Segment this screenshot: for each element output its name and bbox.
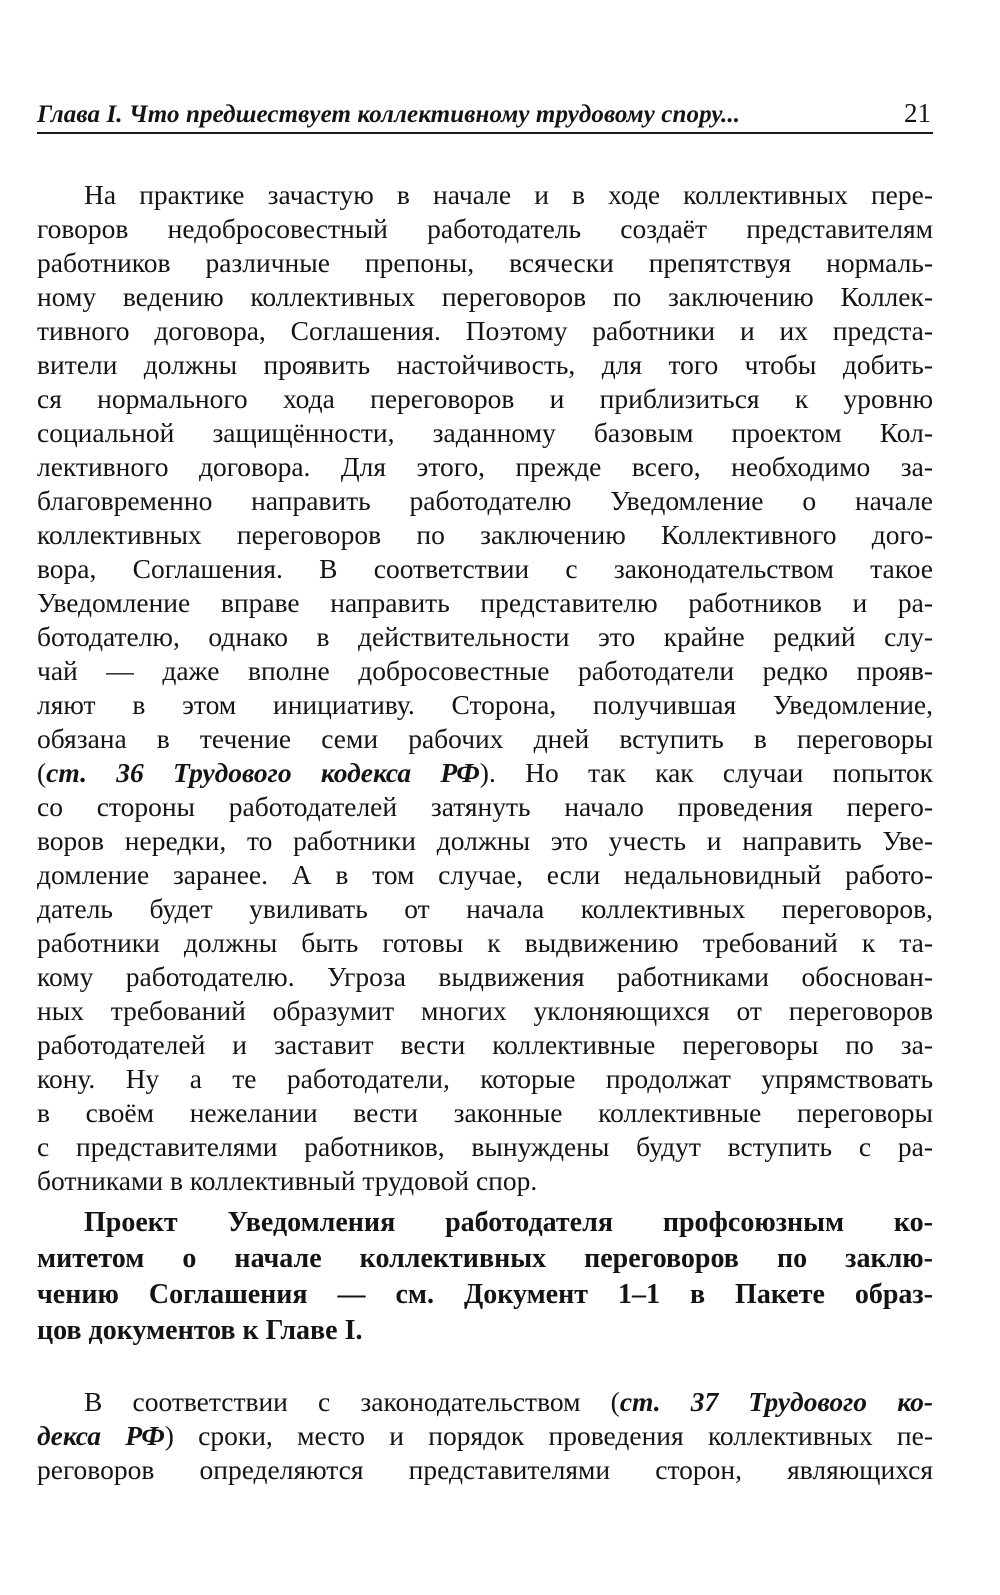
text-segment: ) сроки, место и порядок проведения коллективных пе-	[164, 1420, 933, 1451]
notice-line: Проект Уведомления работодателя профсоюзным ко-	[84, 1207, 933, 1238]
text-line: благовременно направить работодателю Уведомление о начале	[37, 485, 933, 516]
text-line: реговоров определяются представителями сторон, являющихся	[37, 1454, 933, 1485]
text-line: тивного договора, Соглашения. Поэтому работники и их предста-	[37, 315, 933, 346]
text-line: коллективных переговоров по заключению Коллективного дого-	[37, 519, 933, 550]
text-line: ному ведению коллективных переговоров по заключению Коллек-	[37, 281, 933, 312]
text-line: вители должны проявить настойчивость, для того чтобы добить-	[37, 349, 933, 380]
text-line: ся нормального хода переговоров и приблизиться к уровню	[37, 383, 933, 414]
book-page	[37, 92, 933, 1487]
text-line: На практике зачастую в начале и в ходе коллективных пере-	[84, 179, 933, 210]
text-line: социальной защищённости, заданному базовым проектом Кол-	[37, 417, 933, 448]
text-line: домление заранее. А в том случае, если недальновидный работо-	[37, 859, 933, 890]
text-line: датель будет увиливать от начала коллективных переговоров,	[37, 893, 933, 924]
text-line-with-citation	[37, 1385, 933, 1419]
law-citation: ст. 37 Трудового ко-	[619, 1386, 933, 1417]
text-line: вора, Соглашения. В соответствии с законодательством такое	[37, 553, 933, 584]
text-line: обязана в течение семи рабочих дней вступить в переговоры	[37, 723, 933, 754]
text-line: ляют в этом инициативу. Сторона, получившая Уведомление,	[37, 689, 933, 720]
text-line: работодателей и заставит вести коллективные переговоры по за-	[37, 1029, 933, 1060]
text-line: работников различные препоны, всячески препятствуя нормаль-	[37, 247, 933, 278]
text-line: кону. Ну а те работодатели, которые продолжат упрямствовать	[37, 1063, 933, 1094]
law-citation: декса РФ	[37, 1420, 165, 1451]
text-segment: ). Но так как случаи попыток	[479, 757, 933, 788]
text-segment: В соответствии с законодательством (	[84, 1386, 620, 1417]
text-line: кому работодателю. Угроза выдвижения работниками обоснован-	[37, 961, 933, 992]
text-line: чай — даже вполне добросовестные работодатели редко прояв-	[37, 655, 933, 686]
text-line: Уведомление вправе направить представителю работников и ра-	[37, 587, 933, 618]
page-number: 21	[904, 98, 931, 128]
notice-line: митетом о начале коллективных переговоров по заклю-	[37, 1243, 933, 1274]
text-line: ных требований образумит многих уклоняющихся от переговоров	[37, 995, 933, 1026]
text-line: работники должны быть готовы к выдвижению требований к та-	[37, 927, 933, 958]
notice-paragraph	[37, 1205, 933, 1349]
notice-line: цов документов к Главе I.	[37, 1315, 363, 1346]
text-line: лективного договора. Для этого, прежде всего, необходимо за-	[37, 451, 933, 482]
text-line: со стороны работодателей затянуть начало проведения перего-	[37, 791, 933, 822]
notice-line: чению Соглашения — см. Документ 1–1 в Пакете образ-	[37, 1279, 933, 1310]
text-line: в своём нежелании вести законные коллективные переговоры	[37, 1097, 933, 1128]
text-line: ботодателю, однако в действительности это крайне редкий слу-	[37, 621, 933, 652]
running-header	[37, 92, 933, 134]
text-line: говоров недобросовестный работодатель создаёт представителям	[37, 213, 933, 244]
law-citation: ст. 36 Трудового кодекса РФ	[46, 757, 480, 788]
paragraph-1	[37, 178, 933, 1198]
text-line: воров нередки, то работники должны это учесть и направить Уве-	[37, 825, 933, 856]
text-line: ботниками в коллективный трудовой спор.	[37, 1165, 538, 1196]
paragraph-2	[37, 1385, 933, 1487]
chapter-title: Глава I. Что предшествует коллективному трудовому спору...	[37, 101, 741, 128]
text-line-with-citation	[37, 1419, 933, 1453]
text-line-with-citation	[37, 756, 933, 790]
open-paren: (	[37, 757, 47, 788]
text-line: с представителями работников, вынуждены будут вступить с ра-	[37, 1131, 933, 1162]
